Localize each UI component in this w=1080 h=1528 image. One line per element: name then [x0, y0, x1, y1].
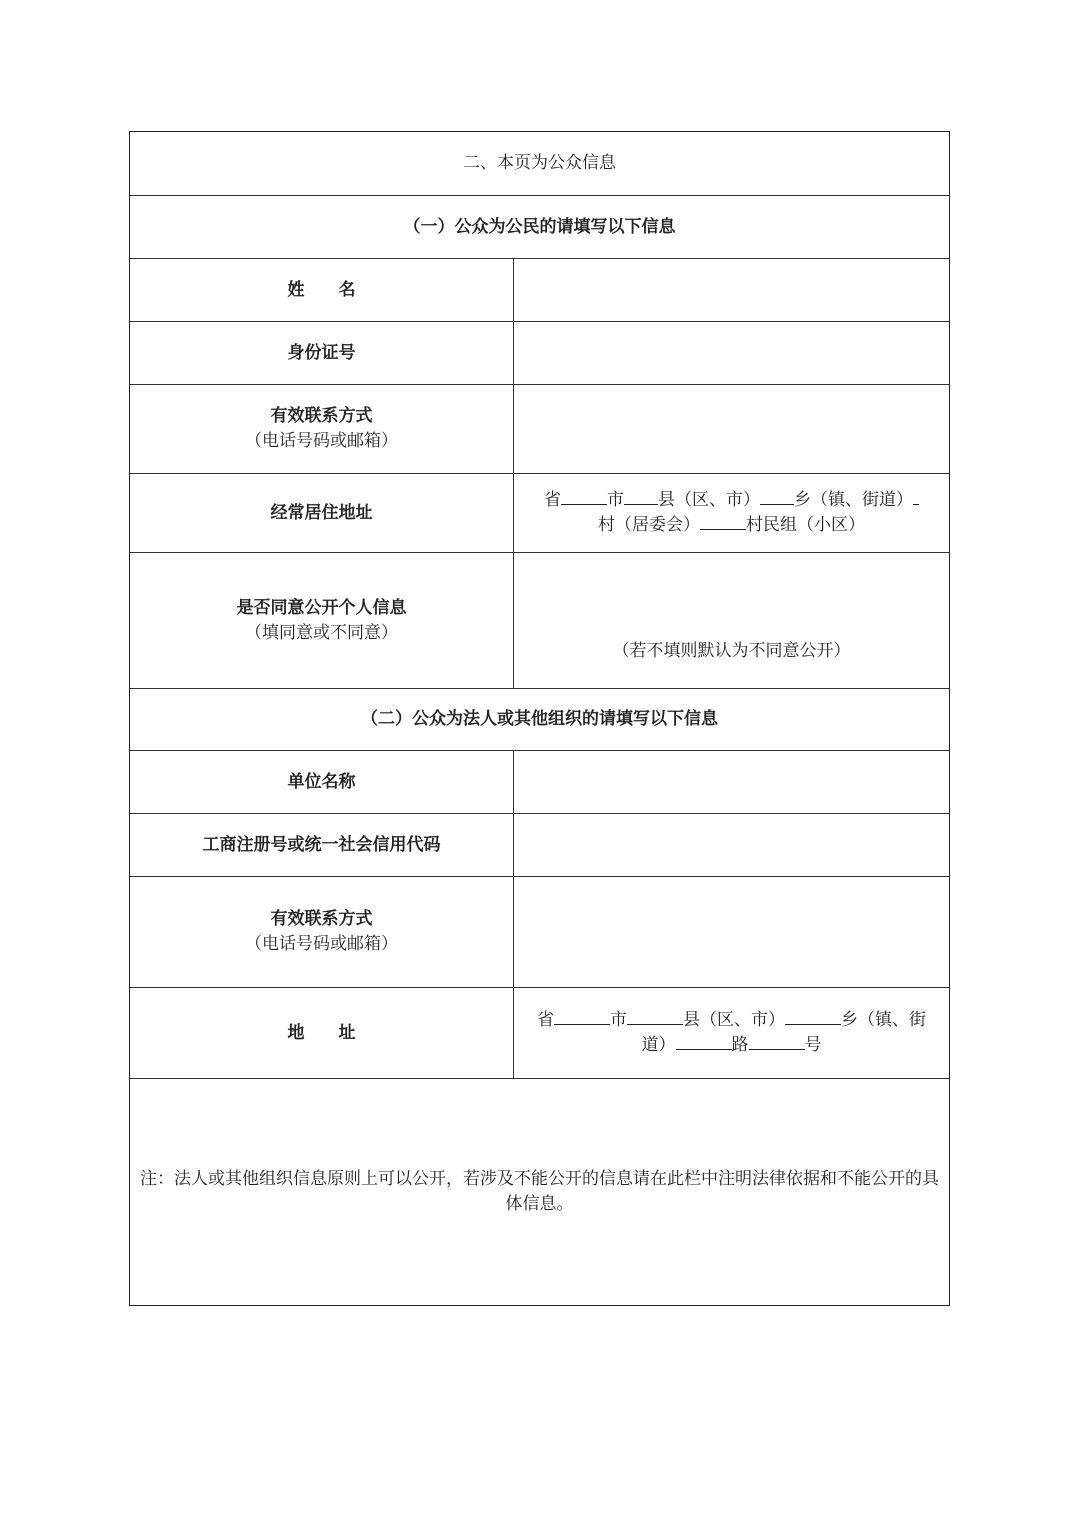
form-title: 二、本页为公众信息	[463, 153, 616, 173]
section2-heading: （二）公众为法人或其他组织的请填写以下信息	[361, 709, 718, 729]
org-address-field[interactable]	[514, 988, 949, 1078]
note-text: 注：法人或其他组织信息原则上可以公开，若涉及不能公开的信息请在此栏中注明法律依据和不能公开的具体信息。	[140, 1169, 939, 1214]
title-row	[130, 132, 949, 195]
consent-field[interactable]	[514, 553, 949, 688]
addr-part: 路	[731, 1035, 749, 1055]
blank-line[interactable]	[676, 1033, 732, 1050]
id-number-field[interactable]	[514, 322, 949, 384]
public-info-form-table	[129, 131, 950, 1306]
org-contact-field[interactable]	[514, 877, 949, 987]
reg-code-row	[130, 813, 949, 876]
blank-line[interactable]	[627, 1008, 683, 1025]
contact-sublabel: （电话号码或邮箱）	[245, 431, 398, 451]
contact-label: 有效联系方式	[270, 406, 373, 426]
residence-label: 经常居住地址	[270, 502, 373, 523]
addr-part: 县（区、市）	[683, 1010, 785, 1030]
addr-part: 省	[537, 1010, 554, 1030]
section1-heading-row	[130, 195, 949, 258]
blank-line[interactable]	[700, 513, 746, 530]
addr-part: 村（居委会）	[598, 515, 700, 535]
blank-line[interactable]	[624, 488, 658, 505]
consent-sublabel: （填同意或不同意）	[245, 622, 398, 643]
name-label: 姓 名	[287, 279, 356, 300]
consent-label: 是否同意公开个人信息	[236, 597, 407, 618]
section1-heading: （一）公众为公民的请填写以下信息	[403, 216, 676, 237]
reg-code-label: 工商注册号或统一社会信用代码	[202, 834, 441, 855]
section2-heading-row	[130, 688, 949, 750]
name-field[interactable]	[514, 259, 949, 321]
consent-hint: （若不填则默认为不同意公开）	[612, 641, 851, 661]
blank-line[interactable]	[785, 1008, 841, 1025]
residence-row	[130, 473, 949, 552]
addr-part: 县（区、市）	[658, 490, 760, 510]
org-name-field[interactable]	[514, 751, 949, 813]
org-name-row	[130, 750, 949, 813]
blank-line[interactable]	[561, 488, 607, 505]
note-row	[130, 1078, 949, 1305]
note-field[interactable]	[130, 1079, 949, 1305]
residence-field[interactable]	[514, 474, 949, 552]
contact-field[interactable]	[514, 385, 949, 473]
org-contact-sublabel: （电话号码或邮箱）	[245, 934, 398, 954]
addr-part: 道）	[641, 1035, 676, 1055]
addr-part: 号	[804, 1035, 822, 1055]
org-address-row	[130, 987, 949, 1078]
id-row	[130, 321, 949, 384]
blank-line[interactable]	[913, 488, 919, 505]
addr-part: 乡（镇、街道）	[794, 490, 913, 510]
addr-part: 乡（镇、街	[841, 1010, 926, 1030]
reg-code-field[interactable]	[514, 814, 949, 876]
addr-part: 市	[610, 1010, 627, 1030]
blank-line[interactable]	[760, 488, 794, 505]
blank-line[interactable]	[749, 1033, 805, 1050]
addr-part: 省	[544, 490, 561, 510]
blank-line[interactable]	[554, 1008, 610, 1025]
org-contact-label: 有效联系方式	[270, 909, 373, 929]
contact-row	[130, 384, 949, 473]
org-address-label: 地 址	[287, 1022, 356, 1043]
addr-part: 村民组（小区）	[746, 515, 865, 535]
org-contact-row	[130, 876, 949, 987]
addr-part: 市	[607, 490, 624, 510]
name-row	[130, 258, 949, 321]
id-number-label: 身份证号	[287, 342, 356, 363]
org-name-label: 单位名称	[287, 771, 356, 792]
consent-row	[130, 552, 949, 688]
